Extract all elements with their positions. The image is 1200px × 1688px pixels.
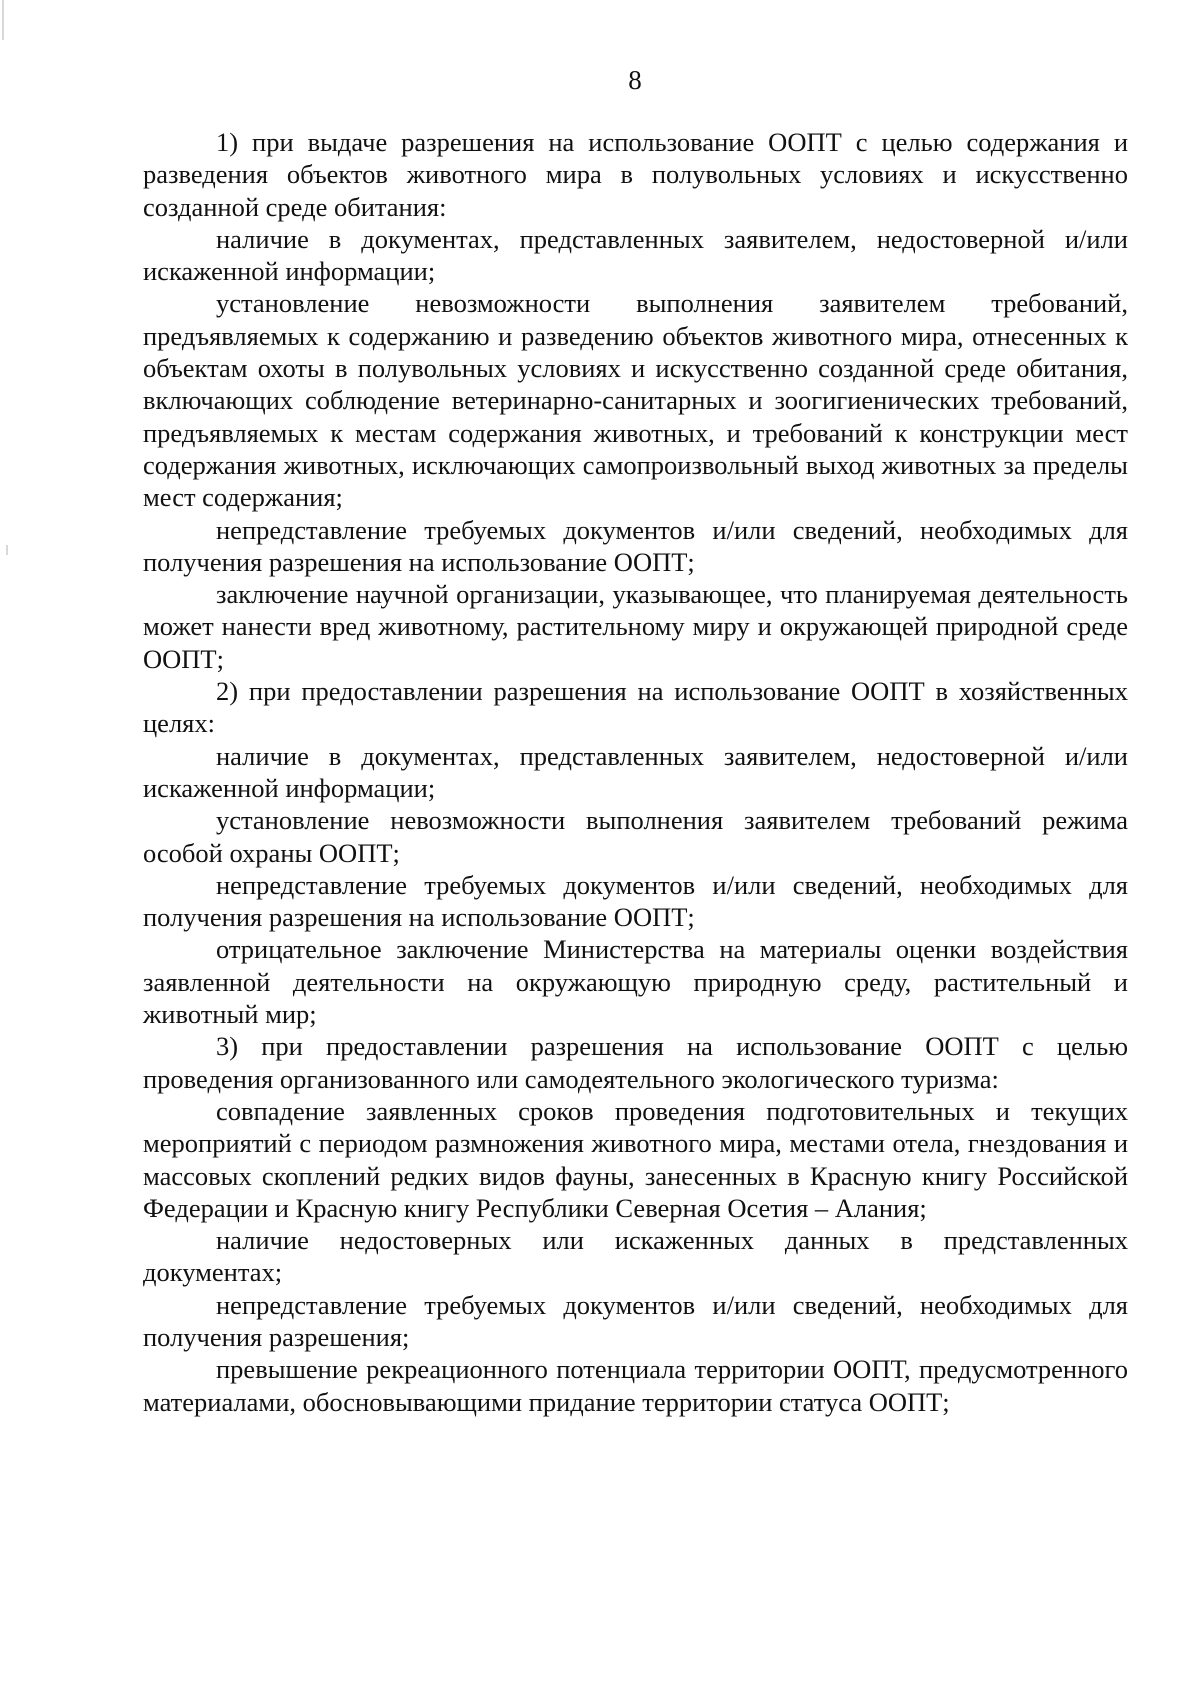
- paragraph-15: превышение рекреационного потенциала территории ООПТ, предусмотренного материалами, обосновывающими придание территории статуса ООПТ;: [143, 1354, 1128, 1417]
- paragraph-3: установление невозможности выполнения заявителем требований, предъявляемых к содержанию и разведению объектов животного мира, отнесенных к объектам охоты в полувольных условиях и искусственно созданной среде обитания, включающих соблюдение ветеринарно-санитарных и зоогигиенических требований, предъявляемых к местам содержания животных, и требований к конструкции мест содержания животных, исключающих самопроизвольный выход животных за пределы мест содержания;: [143, 288, 1128, 513]
- document-body: [143, 126, 1128, 1418]
- paragraph-13: наличие недостоверных или искаженных данных в представленных документах;: [143, 1225, 1128, 1288]
- paragraph-4: непредставление требуемых документов и/или сведений, необходимых для получения разрешения на использование ООПТ;: [143, 514, 1128, 577]
- paragraph-12: совпадение заявленных сроков проведения подготовительных и текущих мероприятий с периодом размножения животного мира, местами отела, гнездования и массовых скоплений редких видов фауны, занесенных в Красную книгу Российской Федерации и Красную книгу Республики Северная Осетия – Алания;: [143, 1095, 1128, 1223]
- paragraph-11: 3) при предоставлении разрешения на использование ООПТ с целью проведения организованного или самодеятельного экологического туризма:: [143, 1031, 1128, 1094]
- paragraph-9: непредставление требуемых документов и/или сведений, необходимых для получения разрешения на использование ООПТ;: [143, 869, 1128, 933]
- paragraph-6: 2) при предоставлении разрешения на использование ООПТ в хозяйственных целях:: [143, 676, 1128, 739]
- paragraph-10: отрицательное заключение Министерства на материалы оценки воздействия заявленной деятельности на окружающую природную среду, растительный и животный мир;: [143, 934, 1128, 1030]
- scan-artifact-left-margin: [6, 545, 8, 555]
- paragraph-7: наличие в документах, представленных заявителем, недостоверной и/или искаженной информации;: [143, 740, 1128, 803]
- page-number: 8: [628, 65, 642, 95]
- paragraph-14: непредставление требуемых документов и/или сведений, необходимых для получения разрешения;: [143, 1289, 1128, 1352]
- paragraph-1: 1) при выдаче разрешения на использование ООПТ с целью содержания и разведения объектов животного мира в полувольных условиях и искусственно созданной среде обитания:: [143, 127, 1128, 222]
- paragraph-5: заключение научной организации, указывающее, что планируемая деятельность может нанести вред животному, растительному миру и окружающей природной среде ООПТ;: [143, 579, 1128, 674]
- paragraph-2: наличие в документах, представленных заявителем, недостоверной и/или искаженной информации;: [143, 223, 1128, 287]
- scan-artifact-top-left: [2, 0, 4, 40]
- paragraph-8: установление невозможности выполнения заявителем требований режима особой охраны ООПТ;: [143, 805, 1128, 868]
